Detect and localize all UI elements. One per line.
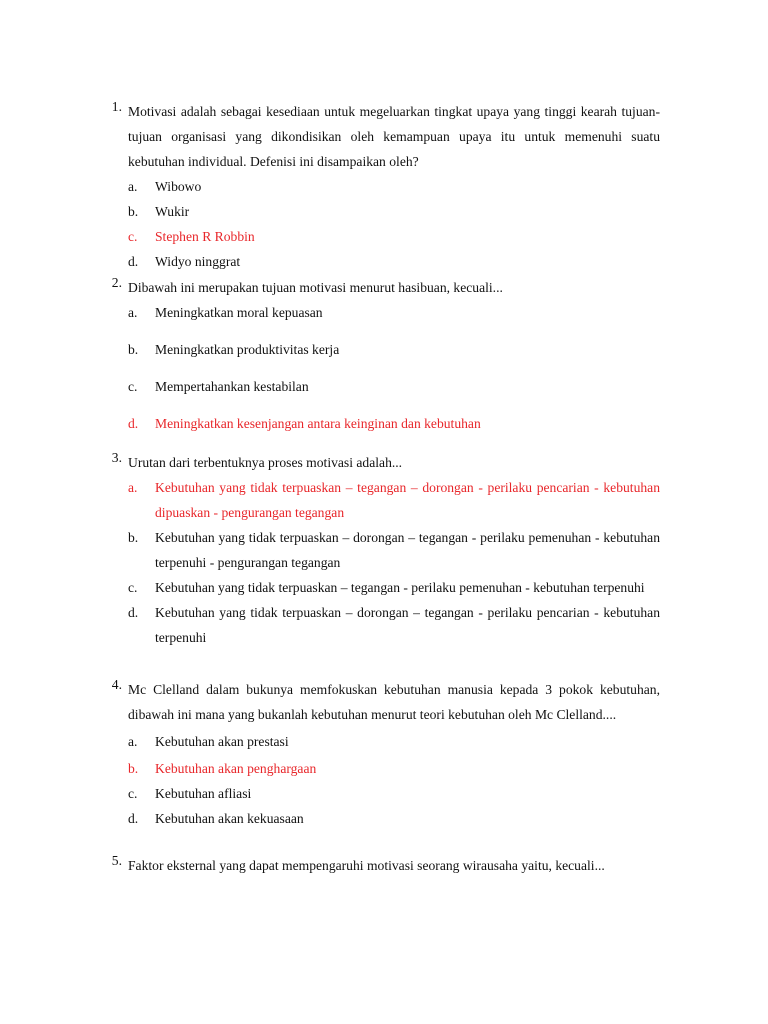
option-text: Kebutuhan yang tidak terpuaskan – tegangan – dorongan - perilaku pencarian - kebutuhan dipuaskan - pengurangan tegangan <box>155 480 660 520</box>
option-text: Wukir <box>155 204 190 219</box>
option-text: Kebutuhan afliasi <box>155 786 252 801</box>
option-b-answer <box>128 756 660 781</box>
question-number: 1. <box>111 99 122 114</box>
option-text: Kebutuhan akan prestasi <box>155 734 289 749</box>
option-list <box>128 475 660 650</box>
option-list <box>128 174 660 274</box>
option-label: c. <box>128 229 138 244</box>
option-c-answer <box>128 224 660 249</box>
option-a <box>128 174 660 199</box>
option-d <box>128 806 660 831</box>
option-label: c. <box>128 379 138 394</box>
question-1 <box>100 99 660 274</box>
option-text: Kebutuhan akan penghargaan <box>155 761 317 776</box>
question-2 <box>100 275 660 448</box>
option-text: Kebutuhan akan kekuasaan <box>155 811 304 826</box>
question-4 <box>100 677 660 831</box>
question-number: 4. <box>111 677 122 692</box>
option-text: Meningkatkan produktivitas kerja <box>155 342 340 357</box>
question-text: Dibawah ini merupakan tujuan motivasi menurut hasibuan, kecuali... <box>128 280 503 295</box>
question-text: Motivasi adalah sebagai kesediaan untuk megeluarkan tingkat upaya yang tinggi kearah tujuan-tujuan organisasi yang dikondisikan oleh kemampuan upaya itu untuk memenuhi suatu kebutuhan individual. Defenisi ini disampaikan oleh? <box>128 104 660 169</box>
option-label: a. <box>128 305 138 320</box>
question-number: 3. <box>111 450 122 465</box>
option-list <box>128 729 660 831</box>
option-label: a. <box>128 179 138 194</box>
option-label: d. <box>128 254 139 269</box>
question-text: Urutan dari terbentuknya proses motivasi adalah... <box>128 455 403 470</box>
option-text: Meningkatkan moral kepuasan <box>155 305 323 320</box>
option-text: Kebutuhan yang tidak terpuaskan – dorongan – tegangan - perilaku pemenuhan - kebutuhan terpenuhi - pengurangan tegangan <box>155 530 660 570</box>
option-label: b. <box>128 761 139 776</box>
option-d-answer <box>128 411 660 436</box>
option-a <box>128 300 660 325</box>
option-label: d. <box>128 605 139 620</box>
option-text: Kebutuhan yang tidak terpuaskan – dorongan – tegangan - perilaku pencarian - kebutuhan terpenuhi <box>155 605 660 645</box>
option-label: d. <box>128 811 139 826</box>
option-c <box>128 781 660 806</box>
option-label: b. <box>128 530 139 545</box>
option-list <box>128 300 660 436</box>
option-label: c. <box>128 786 138 801</box>
option-text: Kebutuhan yang tidak terpuaskan – tegangan - perilaku pemenuhan - kebutuhan terpenuhi <box>155 580 645 595</box>
option-label: b. <box>128 204 139 219</box>
option-a <box>128 729 660 754</box>
option-b <box>128 199 660 224</box>
option-text: Meningkatkan kesenjangan antara keinginan dan kebutuhan <box>155 416 481 431</box>
option-d <box>128 600 660 650</box>
question-number: 5. <box>111 853 122 868</box>
option-label: b. <box>128 342 139 357</box>
option-text: Mempertahankan kestabilan <box>155 379 309 394</box>
option-b <box>128 525 660 575</box>
option-d <box>128 249 660 274</box>
option-text: Widyo ninggrat <box>155 254 241 269</box>
option-c <box>128 575 660 600</box>
option-text: Stephen R Robbin <box>155 229 255 244</box>
question-3 <box>100 450 660 650</box>
question-text: Faktor eksternal yang dapat mempengaruhi motivasi seorang wirausaha yaitu, kecuali... <box>128 858 605 873</box>
option-a-answer <box>128 475 660 525</box>
option-text: Wibowo <box>155 179 202 194</box>
option-label: a. <box>128 734 138 749</box>
question-text: Mc Clelland dalam bukunya memfokuskan kebutuhan manusia kepada 3 pokok kebutuhan, dibawah ini mana yang bukanlah kebutuhan menurut teori kebutuhan oleh Mc Clelland.... <box>128 682 660 722</box>
option-label: a. <box>128 480 138 495</box>
question-5 <box>100 853 660 878</box>
option-label: d. <box>128 416 139 431</box>
option-b <box>128 337 660 362</box>
option-label: c. <box>128 580 138 595</box>
option-c <box>128 374 660 399</box>
question-number: 2. <box>111 275 122 290</box>
